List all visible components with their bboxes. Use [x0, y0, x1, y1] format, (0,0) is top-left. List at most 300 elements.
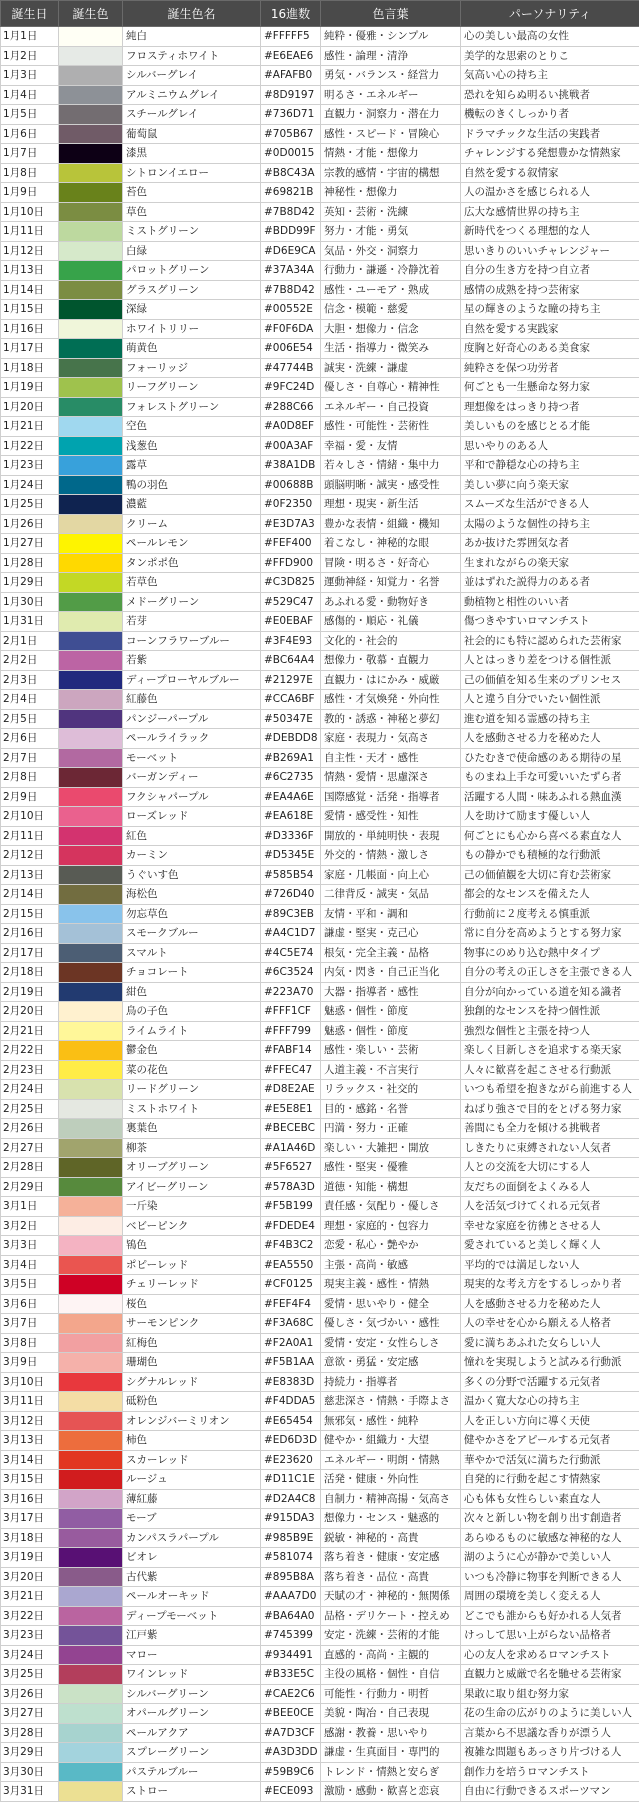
- table-row: [1, 1294, 639, 1314]
- color-swatch: [59, 1626, 123, 1646]
- color-name-cell: メドーグリーン: [123, 592, 261, 612]
- table-row: [1, 1626, 639, 1646]
- personality-cell: 生まれながらの楽天家: [461, 553, 639, 573]
- personality-cell: 心も体も女性らしい素直な人: [461, 1489, 639, 1509]
- birthday-cell: 2月14日: [1, 885, 59, 905]
- color-swatch: [59, 358, 123, 378]
- personality-cell: 花の生命の広がりのように美しい人: [461, 1704, 639, 1724]
- table-row: [1, 1665, 639, 1685]
- table-row: [1, 1411, 639, 1431]
- table-row: [1, 1275, 639, 1295]
- table-row: [1, 436, 639, 456]
- color-name-cell: ローズレッド: [123, 807, 261, 827]
- color-name-cell: 紅梅色: [123, 1333, 261, 1353]
- personality-cell: ひたむきで使命感のある期待の星: [461, 748, 639, 768]
- personality-cell: 進む道を知る霊感の持ち主: [461, 709, 639, 729]
- color-name-cell: ミストホワイト: [123, 1099, 261, 1119]
- hex-cell: #D2A4C8: [261, 1489, 321, 1509]
- table-row: [1, 397, 639, 417]
- color-swatch: [59, 378, 123, 398]
- color-name-cell: ペールオーキッド: [123, 1587, 261, 1607]
- color-words-cell: 根気・完全主義・品格: [321, 943, 461, 963]
- color-swatch: [59, 690, 123, 710]
- table-row: [1, 1041, 639, 1061]
- hex-cell: #F5B1AA: [261, 1353, 321, 1373]
- personality-cell: 心の美しい最高の女性: [461, 27, 639, 47]
- hex-cell: #0D0015: [261, 144, 321, 164]
- color-name-cell: スマルト: [123, 943, 261, 963]
- table-row: [1, 66, 639, 86]
- personality-cell: 言葉から不思議な香りが漂う人: [461, 1723, 639, 1743]
- color-swatch: [59, 963, 123, 983]
- color-swatch: [59, 748, 123, 768]
- personality-cell: 平和で静穏な心の持ち主: [461, 456, 639, 476]
- color-name-cell: 鴨の羽色: [123, 475, 261, 495]
- hex-cell: #A0D8EF: [261, 417, 321, 437]
- hex-cell: #00A3AF: [261, 436, 321, 456]
- table-row: [1, 534, 639, 554]
- color-swatch: [59, 1782, 123, 1802]
- birthday-cell: 1月16日: [1, 319, 59, 339]
- personality-cell: 思いやりのある人: [461, 436, 639, 456]
- color-swatch: [59, 1762, 123, 1782]
- color-swatch: [59, 46, 123, 66]
- birthday-cell: 1月11日: [1, 222, 59, 242]
- color-swatch: [59, 1704, 123, 1724]
- color-name-cell: 浅葱色: [123, 436, 261, 456]
- table-row: [1, 1528, 639, 1548]
- hex-cell: #0F2350: [261, 495, 321, 515]
- color-name-cell: バーガンディー: [123, 768, 261, 788]
- birthday-cell: 3月16日: [1, 1489, 59, 1509]
- color-words-cell: 優しさ・気づかい・感性: [321, 1314, 461, 1334]
- personality-cell: 創作力を培うロマンチスト: [461, 1762, 639, 1782]
- table-row: [1, 1372, 639, 1392]
- personality-cell: ねばり強さで目的をとげる努力家: [461, 1099, 639, 1119]
- birthday-cell: 1月22日: [1, 436, 59, 456]
- personality-cell: ドラマチックな生活の実践者: [461, 124, 639, 144]
- personality-cell: 美しいものを感じとる才能: [461, 417, 639, 437]
- birthday-cell: 1月1日: [1, 27, 59, 47]
- table-row: [1, 202, 639, 222]
- color-swatch: [59, 124, 123, 144]
- table-row: [1, 846, 639, 866]
- color-swatch: [59, 85, 123, 105]
- color-swatch: [59, 865, 123, 885]
- birthday-cell: 2月22日: [1, 1041, 59, 1061]
- color-name-cell: 柿色: [123, 1431, 261, 1451]
- birthday-cell: 1月6日: [1, 124, 59, 144]
- color-name-cell: 若芽: [123, 612, 261, 632]
- hex-cell: #F4DDA5: [261, 1392, 321, 1412]
- table-row: [1, 495, 639, 515]
- color-words-cell: 自制力・精神高揚・気高さ: [321, 1489, 461, 1509]
- header-color-words: 色言葉: [321, 1, 461, 27]
- color-words-cell: 友情・平和・調和: [321, 904, 461, 924]
- personality-cell: 傷つきやすいロマンチスト: [461, 612, 639, 632]
- color-swatch: [59, 1158, 123, 1178]
- color-words-cell: 純粋・優雅・シンプル: [321, 27, 461, 47]
- table-row: [1, 1782, 639, 1802]
- hex-cell: #D11C1E: [261, 1470, 321, 1490]
- color-swatch: [59, 202, 123, 222]
- table-row: [1, 1236, 639, 1256]
- hex-cell: #E23620: [261, 1450, 321, 1470]
- color-words-cell: 安定・洗練・芸術的才能: [321, 1626, 461, 1646]
- color-name-cell: フクシャパープル: [123, 787, 261, 807]
- hex-cell: #ECE093: [261, 1782, 321, 1802]
- personality-cell: 善間にも全力を傾ける挑戦者: [461, 1119, 639, 1139]
- birthday-cell: 1月8日: [1, 163, 59, 183]
- birthday-cell: 3月5日: [1, 1275, 59, 1295]
- personality-cell: 華やかで活気に満ちた行動派: [461, 1450, 639, 1470]
- hex-cell: #8D9197: [261, 85, 321, 105]
- color-words-cell: 目的・感銘・名誉: [321, 1099, 461, 1119]
- hex-cell: #E65454: [261, 1411, 321, 1431]
- color-words-cell: 意欲・勇猛・安定感: [321, 1353, 461, 1373]
- color-name-cell: 露草: [123, 456, 261, 476]
- personality-cell: 愛に満ちあふれた女らしい人: [461, 1333, 639, 1353]
- table-row: [1, 943, 639, 963]
- color-name-cell: 苔色: [123, 183, 261, 203]
- color-words-cell: 教的・誘惑・神秘と夢幻: [321, 709, 461, 729]
- color-words-cell: 大胆・想像力・信念: [321, 319, 461, 339]
- personality-cell: 湖のように心が静かで美しい人: [461, 1548, 639, 1568]
- color-name-cell: アルミニウムグレイ: [123, 85, 261, 105]
- birthday-cell: 2月2日: [1, 651, 59, 671]
- color-name-cell: ディープモーベット: [123, 1606, 261, 1626]
- personality-cell: 気高い心の持ち主: [461, 66, 639, 86]
- hex-cell: #6C3524: [261, 963, 321, 983]
- color-name-cell: 草色: [123, 202, 261, 222]
- color-name-cell: 柳茶: [123, 1138, 261, 1158]
- color-words-cell: 豊かな表情・組織・機知: [321, 514, 461, 534]
- table-row: [1, 105, 639, 125]
- personality-cell: 活躍する人間・味あふれる熱血漢: [461, 787, 639, 807]
- personality-cell: 太陽のような個性の持ち主: [461, 514, 639, 534]
- color-swatch: [59, 1333, 123, 1353]
- hex-cell: #9FC24D: [261, 378, 321, 398]
- color-words-cell: 誠実・洗練・謙虚: [321, 358, 461, 378]
- color-words-cell: 英知・芸術・洗練: [321, 202, 461, 222]
- color-words-cell: 自主性・天才・感性: [321, 748, 461, 768]
- birthday-cell: 1月3日: [1, 66, 59, 86]
- birthday-cell: 3月25日: [1, 1665, 59, 1685]
- color-words-cell: 直感的・高尚・主観的: [321, 1645, 461, 1665]
- personality-cell: 憧れを実現しようと試みる行動派: [461, 1353, 639, 1373]
- birthday-cell: 3月26日: [1, 1684, 59, 1704]
- color-words-cell: 若々しさ・情緒・集中力: [321, 456, 461, 476]
- color-name-cell: ポピーレッド: [123, 1255, 261, 1275]
- hex-cell: #BC64A4: [261, 651, 321, 671]
- color-name-cell: オレンジバーミリオン: [123, 1411, 261, 1431]
- color-swatch: [59, 319, 123, 339]
- birthday-cell: 3月12日: [1, 1411, 59, 1431]
- color-name-cell: スチールグレイ: [123, 105, 261, 125]
- color-swatch: [59, 1099, 123, 1119]
- birthday-cell: 2月5日: [1, 709, 59, 729]
- color-swatch: [59, 1392, 123, 1412]
- color-swatch: [59, 144, 123, 164]
- birthday-cell: 1月27日: [1, 534, 59, 554]
- table-row: [1, 1431, 639, 1451]
- birthday-cell: 3月10日: [1, 1372, 59, 1392]
- birthday-cell: 3月4日: [1, 1255, 59, 1275]
- color-swatch: [59, 1606, 123, 1626]
- personality-cell: 行動前に２度考える慎重派: [461, 904, 639, 924]
- birthday-cell: 3月23日: [1, 1626, 59, 1646]
- personality-cell: 人を正しい方向に導く天使: [461, 1411, 639, 1431]
- color-name-cell: チェリーレッド: [123, 1275, 261, 1295]
- color-swatch: [59, 1548, 123, 1568]
- color-swatch: [59, 1684, 123, 1704]
- hex-cell: #EA5550: [261, 1255, 321, 1275]
- hex-cell: #A3D3DD: [261, 1743, 321, 1763]
- color-name-cell: タンポポ色: [123, 553, 261, 573]
- color-swatch: [59, 1431, 123, 1451]
- color-name-cell: シトロンイエロー: [123, 163, 261, 183]
- color-words-cell: トレンド・情熱と安らぎ: [321, 1762, 461, 1782]
- birthday-cell: 2月21日: [1, 1021, 59, 1041]
- color-swatch: [59, 943, 123, 963]
- personality-cell: ものまね上手な可愛いいたずら者: [461, 768, 639, 788]
- personality-cell: 人を助けて励ます優しい人: [461, 807, 639, 827]
- color-words-cell: 謙虚・生真面目・専門的: [321, 1743, 461, 1763]
- birthday-cell: 1月29日: [1, 573, 59, 593]
- table-row: [1, 826, 639, 846]
- table-row: [1, 1119, 639, 1139]
- personality-cell: 新時代をつくる理想的な人: [461, 222, 639, 242]
- table-row: [1, 85, 639, 105]
- color-name-cell: フォーリッジ: [123, 358, 261, 378]
- color-name-cell: スカーレッド: [123, 1450, 261, 1470]
- hex-cell: #D5345E: [261, 846, 321, 866]
- personality-cell: 何ごとにも心から喜べる素直な人: [461, 826, 639, 846]
- color-words-cell: 責任感・気配り・優しさ: [321, 1197, 461, 1217]
- color-words-cell: 愛情・思いやり・健全: [321, 1294, 461, 1314]
- table-row: [1, 280, 639, 300]
- birthday-cell: 2月10日: [1, 807, 59, 827]
- color-swatch: [59, 807, 123, 827]
- color-swatch: [59, 982, 123, 1002]
- hex-cell: #47744B: [261, 358, 321, 378]
- color-words-cell: 恋愛・私心・艶やか: [321, 1236, 461, 1256]
- color-swatch: [59, 1177, 123, 1197]
- color-words-cell: 魅惑・個性・節度: [321, 1021, 461, 1041]
- hex-cell: #DEBDD8: [261, 729, 321, 749]
- color-swatch: [59, 612, 123, 632]
- hex-cell: #895B8A: [261, 1567, 321, 1587]
- table-row: [1, 651, 639, 671]
- table-row: [1, 612, 639, 632]
- color-swatch: [59, 1372, 123, 1392]
- color-words-cell: 明るさ・エネルギー: [321, 85, 461, 105]
- hex-cell: #EA4A6E: [261, 787, 321, 807]
- table-row: [1, 514, 639, 534]
- hex-cell: #223A70: [261, 982, 321, 1002]
- table-row: [1, 300, 639, 320]
- color-name-cell: 古代紫: [123, 1567, 261, 1587]
- personality-cell: 平均的では満足しない人: [461, 1255, 639, 1275]
- personality-cell: あらゆるものに敏感な神秘的な人: [461, 1528, 639, 1548]
- color-name-cell: フォレストグリーン: [123, 397, 261, 417]
- color-words-cell: 直観力・はにかみ・威厳: [321, 670, 461, 690]
- color-words-cell: リラックス・社交的: [321, 1080, 461, 1100]
- header-birthday: 誕生日: [1, 1, 59, 27]
- birthday-cell: 2月13日: [1, 865, 59, 885]
- hex-cell: #F5B199: [261, 1197, 321, 1217]
- color-swatch: [59, 1450, 123, 1470]
- color-words-cell: 理想・現実・新生活: [321, 495, 461, 515]
- hex-cell: #21297E: [261, 670, 321, 690]
- hex-cell: #38A1DB: [261, 456, 321, 476]
- table-row: [1, 1021, 639, 1041]
- color-name-cell: チョコレート: [123, 963, 261, 983]
- table-row: [1, 1353, 639, 1373]
- birthday-cell: 2月17日: [1, 943, 59, 963]
- personality-cell: 広大な感情世界の持ち主: [461, 202, 639, 222]
- table-row: [1, 1567, 639, 1587]
- hex-cell: #FFD900: [261, 553, 321, 573]
- color-words-cell: 愛情・感受性・知性: [321, 807, 461, 827]
- color-words-cell: 落ち着き・健康・安定感: [321, 1548, 461, 1568]
- color-name-cell: 純白: [123, 27, 261, 47]
- hex-cell: #50347E: [261, 709, 321, 729]
- table-row: [1, 46, 639, 66]
- personality-cell: 多くの分野で活躍する元気者: [461, 1372, 639, 1392]
- color-name-cell: パロットグリーン: [123, 261, 261, 281]
- color-words-cell: 生活・指導力・微笑み: [321, 339, 461, 359]
- color-words-cell: 主張・高尚・敏感: [321, 1255, 461, 1275]
- personality-cell: 何ごとも一生懸命な努力家: [461, 378, 639, 398]
- color-name-cell: コーンフラワーブルー: [123, 631, 261, 651]
- birthday-cell: 1月21日: [1, 417, 59, 437]
- color-swatch: [59, 456, 123, 476]
- color-swatch: [59, 514, 123, 534]
- color-words-cell: 着こなし・神秘的な眼: [321, 534, 461, 554]
- color-words-cell: 品格・デリケート・控えめ: [321, 1606, 461, 1626]
- color-swatch: [59, 163, 123, 183]
- hex-cell: #985B9E: [261, 1528, 321, 1548]
- color-name-cell: シグナルレッド: [123, 1372, 261, 1392]
- color-words-cell: 勇気・バランス・経営力: [321, 66, 461, 86]
- color-name-cell: 紅色: [123, 826, 261, 846]
- hex-cell: #7B8D42: [261, 202, 321, 222]
- birthday-cell: 3月15日: [1, 1470, 59, 1490]
- table-row: [1, 1099, 639, 1119]
- personality-cell: 独創的なセンスを持つ個性派: [461, 1002, 639, 1022]
- birthday-cell: 1月24日: [1, 475, 59, 495]
- color-swatch: [59, 553, 123, 573]
- color-words-cell: 愛情・安定・女性らしさ: [321, 1333, 461, 1353]
- hex-cell: #37A34A: [261, 261, 321, 281]
- personality-cell: 星の輝きのような瞳の持ち主: [461, 300, 639, 320]
- table-row: [1, 1333, 639, 1353]
- personality-cell: どこでも誰からも好かれる人気者: [461, 1606, 639, 1626]
- personality-cell: 動植物と相性のいい者: [461, 592, 639, 612]
- color-name-cell: オリーブグリーン: [123, 1158, 261, 1178]
- color-words-cell: 開放的・単純明快・表現: [321, 826, 461, 846]
- birthday-cell: 1月13日: [1, 261, 59, 281]
- table-row: [1, 124, 639, 144]
- hex-cell: #5F6527: [261, 1158, 321, 1178]
- color-words-cell: 健やか・組織力・大望: [321, 1431, 461, 1451]
- color-swatch: [59, 1743, 123, 1763]
- color-words-cell: 感性・楽しい・芸術: [321, 1041, 461, 1061]
- birthday-cell: 2月15日: [1, 904, 59, 924]
- table-row: [1, 1216, 639, 1236]
- birthday-cell: 1月19日: [1, 378, 59, 398]
- personality-cell: チャレンジする発想豊かな情熱家: [461, 144, 639, 164]
- color-name-cell: 江戸紫: [123, 1626, 261, 1646]
- color-words-cell: 内気・閃き・自己正当化: [321, 963, 461, 983]
- color-swatch: [59, 924, 123, 944]
- hex-cell: #A7D3CF: [261, 1723, 321, 1743]
- color-swatch: [59, 1021, 123, 1041]
- color-swatch: [59, 1275, 123, 1295]
- table-row: [1, 1002, 639, 1022]
- color-swatch: [59, 826, 123, 846]
- birthday-cell: 3月6日: [1, 1294, 59, 1314]
- color-words-cell: 落ち着き・品位・高貴: [321, 1567, 461, 1587]
- personality-cell: 人との交流を大切にする人: [461, 1158, 639, 1178]
- color-swatch: [59, 1353, 123, 1373]
- table-row: [1, 241, 639, 261]
- birthday-cell: 1月18日: [1, 358, 59, 378]
- color-name-cell: 桜色: [123, 1294, 261, 1314]
- hex-cell: #7B8D42: [261, 280, 321, 300]
- hex-cell: #E8383D: [261, 1372, 321, 1392]
- color-name-cell: パンジーパープル: [123, 709, 261, 729]
- color-words-cell: 幸福・愛・友情: [321, 436, 461, 456]
- hex-cell: #ED6D3D: [261, 1431, 321, 1451]
- color-words-cell: 想像力・敬慕・直観力: [321, 651, 461, 671]
- color-swatch: [59, 397, 123, 417]
- color-words-cell: 頭脳明晰・誠実・感受性: [321, 475, 461, 495]
- table-row: [1, 456, 639, 476]
- personality-cell: 自然を愛する叙情家: [461, 163, 639, 183]
- personality-cell: もの静かでも積極的な行動派: [461, 846, 639, 866]
- table-row: [1, 1587, 639, 1607]
- birthday-cell: 2月6日: [1, 729, 59, 749]
- color-swatch: [59, 1723, 123, 1743]
- hex-cell: #00552E: [261, 300, 321, 320]
- color-name-cell: うぐいす色: [123, 865, 261, 885]
- color-swatch: [59, 241, 123, 261]
- birthday-cell: 2月29日: [1, 1177, 59, 1197]
- hex-cell: #C3D825: [261, 573, 321, 593]
- color-swatch: [59, 1528, 123, 1548]
- table-row: [1, 1197, 639, 1217]
- birthday-cell: 2月16日: [1, 924, 59, 944]
- color-swatch: [59, 1411, 123, 1431]
- color-words-cell: 感性・堅実・優雅: [321, 1158, 461, 1178]
- birthday-cell: 3月18日: [1, 1528, 59, 1548]
- personality-cell: いつも冷静に物事を判断できる人: [461, 1567, 639, 1587]
- personality-cell: 強烈な個性と主張を持つ人: [461, 1021, 639, 1041]
- hex-cell: #578A3D: [261, 1177, 321, 1197]
- color-words-cell: 人道主義・不言実行: [321, 1060, 461, 1080]
- personality-cell: スムーズな生活ができる人: [461, 495, 639, 515]
- color-name-cell: モーブ: [123, 1509, 261, 1529]
- personality-cell: 周囲の環境を美しく変える人: [461, 1587, 639, 1607]
- table-row: [1, 1177, 639, 1197]
- birthday-cell: 1月17日: [1, 339, 59, 359]
- color-swatch: [59, 651, 123, 671]
- color-swatch: [59, 1236, 123, 1256]
- color-words-cell: 冒険・明るさ・好奇心: [321, 553, 461, 573]
- birthday-cell: 2月20日: [1, 1002, 59, 1022]
